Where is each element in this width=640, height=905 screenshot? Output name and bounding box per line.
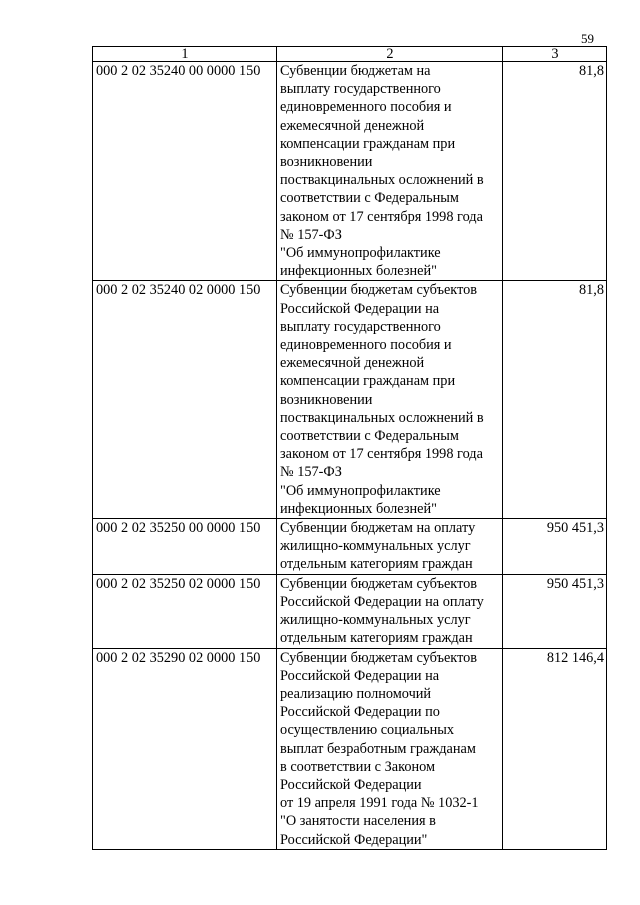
amount-value: 81,8 bbox=[503, 62, 607, 281]
description-line: компенсации гражданам при bbox=[280, 373, 456, 390]
description-line: выплат безработным гражданам bbox=[280, 740, 476, 757]
classification-code: 000 2 02 35250 00 0000 150 bbox=[93, 519, 277, 575]
description-line: Российской Федерации" bbox=[280, 831, 428, 848]
amount-value: 950 451,3 bbox=[503, 574, 607, 648]
description-line: в соответствии с Законом bbox=[280, 758, 436, 775]
description-line: реализацию полномочий bbox=[280, 685, 432, 702]
income-description bbox=[277, 62, 503, 281]
description-line: единовременного пособия и bbox=[280, 99, 452, 116]
classification-code: 000 2 02 35240 02 0000 150 bbox=[93, 281, 277, 519]
description-line: осуществлению социальных bbox=[280, 722, 455, 739]
description-line: Субвенции бюджетам субъектов bbox=[280, 575, 478, 592]
amount-value: 950 451,3 bbox=[503, 519, 607, 575]
description-line: отдельным категориям граждан bbox=[280, 556, 473, 573]
description-line: инфекционных болезней" bbox=[280, 263, 437, 280]
description-line: поствакцинальных осложнений в bbox=[280, 409, 484, 426]
classification-code: 000 2 02 35250 02 0000 150 bbox=[93, 574, 277, 648]
description-line: от 19 апреля 1991 года № 1032-1 bbox=[280, 795, 479, 812]
description-line: поствакцинальных осложнений в bbox=[280, 172, 484, 189]
description-line: отдельным категориям граждан bbox=[280, 630, 473, 647]
amount-value: 812 146,4 bbox=[503, 648, 607, 849]
income-description bbox=[277, 648, 503, 849]
description-line: соответствии с Федеральным bbox=[280, 190, 459, 207]
table-row bbox=[93, 574, 607, 648]
description-line: единовременного пособия и bbox=[280, 337, 452, 354]
table-row bbox=[93, 519, 607, 575]
description-line: возникновении bbox=[280, 154, 373, 171]
description-line: "Об иммунопрофилактике bbox=[280, 482, 441, 499]
description-line: № 157-ФЗ bbox=[280, 226, 342, 243]
income-description bbox=[277, 281, 503, 519]
description-line: ежемесячной денежной bbox=[280, 355, 425, 372]
description-line: компенсации гражданам при bbox=[280, 135, 456, 152]
description-line: возникновении bbox=[280, 391, 373, 408]
description-line: жилищно-коммунальных услуг bbox=[280, 538, 471, 555]
description-line: Российской Федерации на оплату bbox=[280, 593, 484, 610]
description-line: соответствии с Федеральным bbox=[280, 428, 459, 445]
description-line: выплату государственного bbox=[280, 318, 441, 335]
description-line: "Об иммунопрофилактике bbox=[280, 245, 441, 262]
description-line: ежемесячной денежной bbox=[280, 117, 425, 134]
description-line: Субвенции бюджетам на оплату bbox=[280, 520, 476, 537]
classification-code: 000 2 02 35240 00 0000 150 bbox=[93, 62, 277, 281]
column-header-2: 2 bbox=[277, 47, 503, 62]
classification-code: 000 2 02 35290 02 0000 150 bbox=[93, 648, 277, 849]
table-body bbox=[93, 62, 607, 850]
description-line: № 157-ФЗ bbox=[280, 464, 342, 481]
table-row bbox=[93, 281, 607, 519]
description-line: "О занятости населения в bbox=[280, 813, 436, 830]
description-line: законом от 17 сентября 1998 года bbox=[280, 446, 483, 463]
description-line: Российской Федерации на bbox=[280, 667, 440, 684]
description-line: Российской Федерации на bbox=[280, 300, 440, 317]
description-line: Российской Федерации по bbox=[280, 704, 440, 721]
page-number: 59 bbox=[581, 31, 594, 46]
description-line: Субвенции бюджетам на bbox=[280, 63, 431, 79]
description-line: жилищно-коммунальных услуг bbox=[280, 612, 471, 629]
income-description bbox=[277, 574, 503, 648]
table-row bbox=[93, 62, 607, 281]
description-line: законом от 17 сентября 1998 года bbox=[280, 208, 483, 225]
income-description bbox=[277, 519, 503, 575]
description-line: Российской Федерации bbox=[280, 776, 422, 793]
description-line: Субвенции бюджетам субъектов bbox=[280, 649, 478, 666]
amount-value: 81,8 bbox=[503, 281, 607, 519]
table-row bbox=[93, 648, 607, 849]
description-line: Субвенции бюджетам субъектов bbox=[280, 282, 478, 299]
description-line: выплату государственного bbox=[280, 81, 441, 98]
column-header-3: 3 bbox=[503, 47, 607, 62]
budget-table bbox=[92, 46, 607, 850]
table-header-row bbox=[93, 47, 607, 62]
description-line: инфекционных болезней" bbox=[280, 500, 437, 517]
column-header-1: 1 bbox=[93, 47, 277, 62]
